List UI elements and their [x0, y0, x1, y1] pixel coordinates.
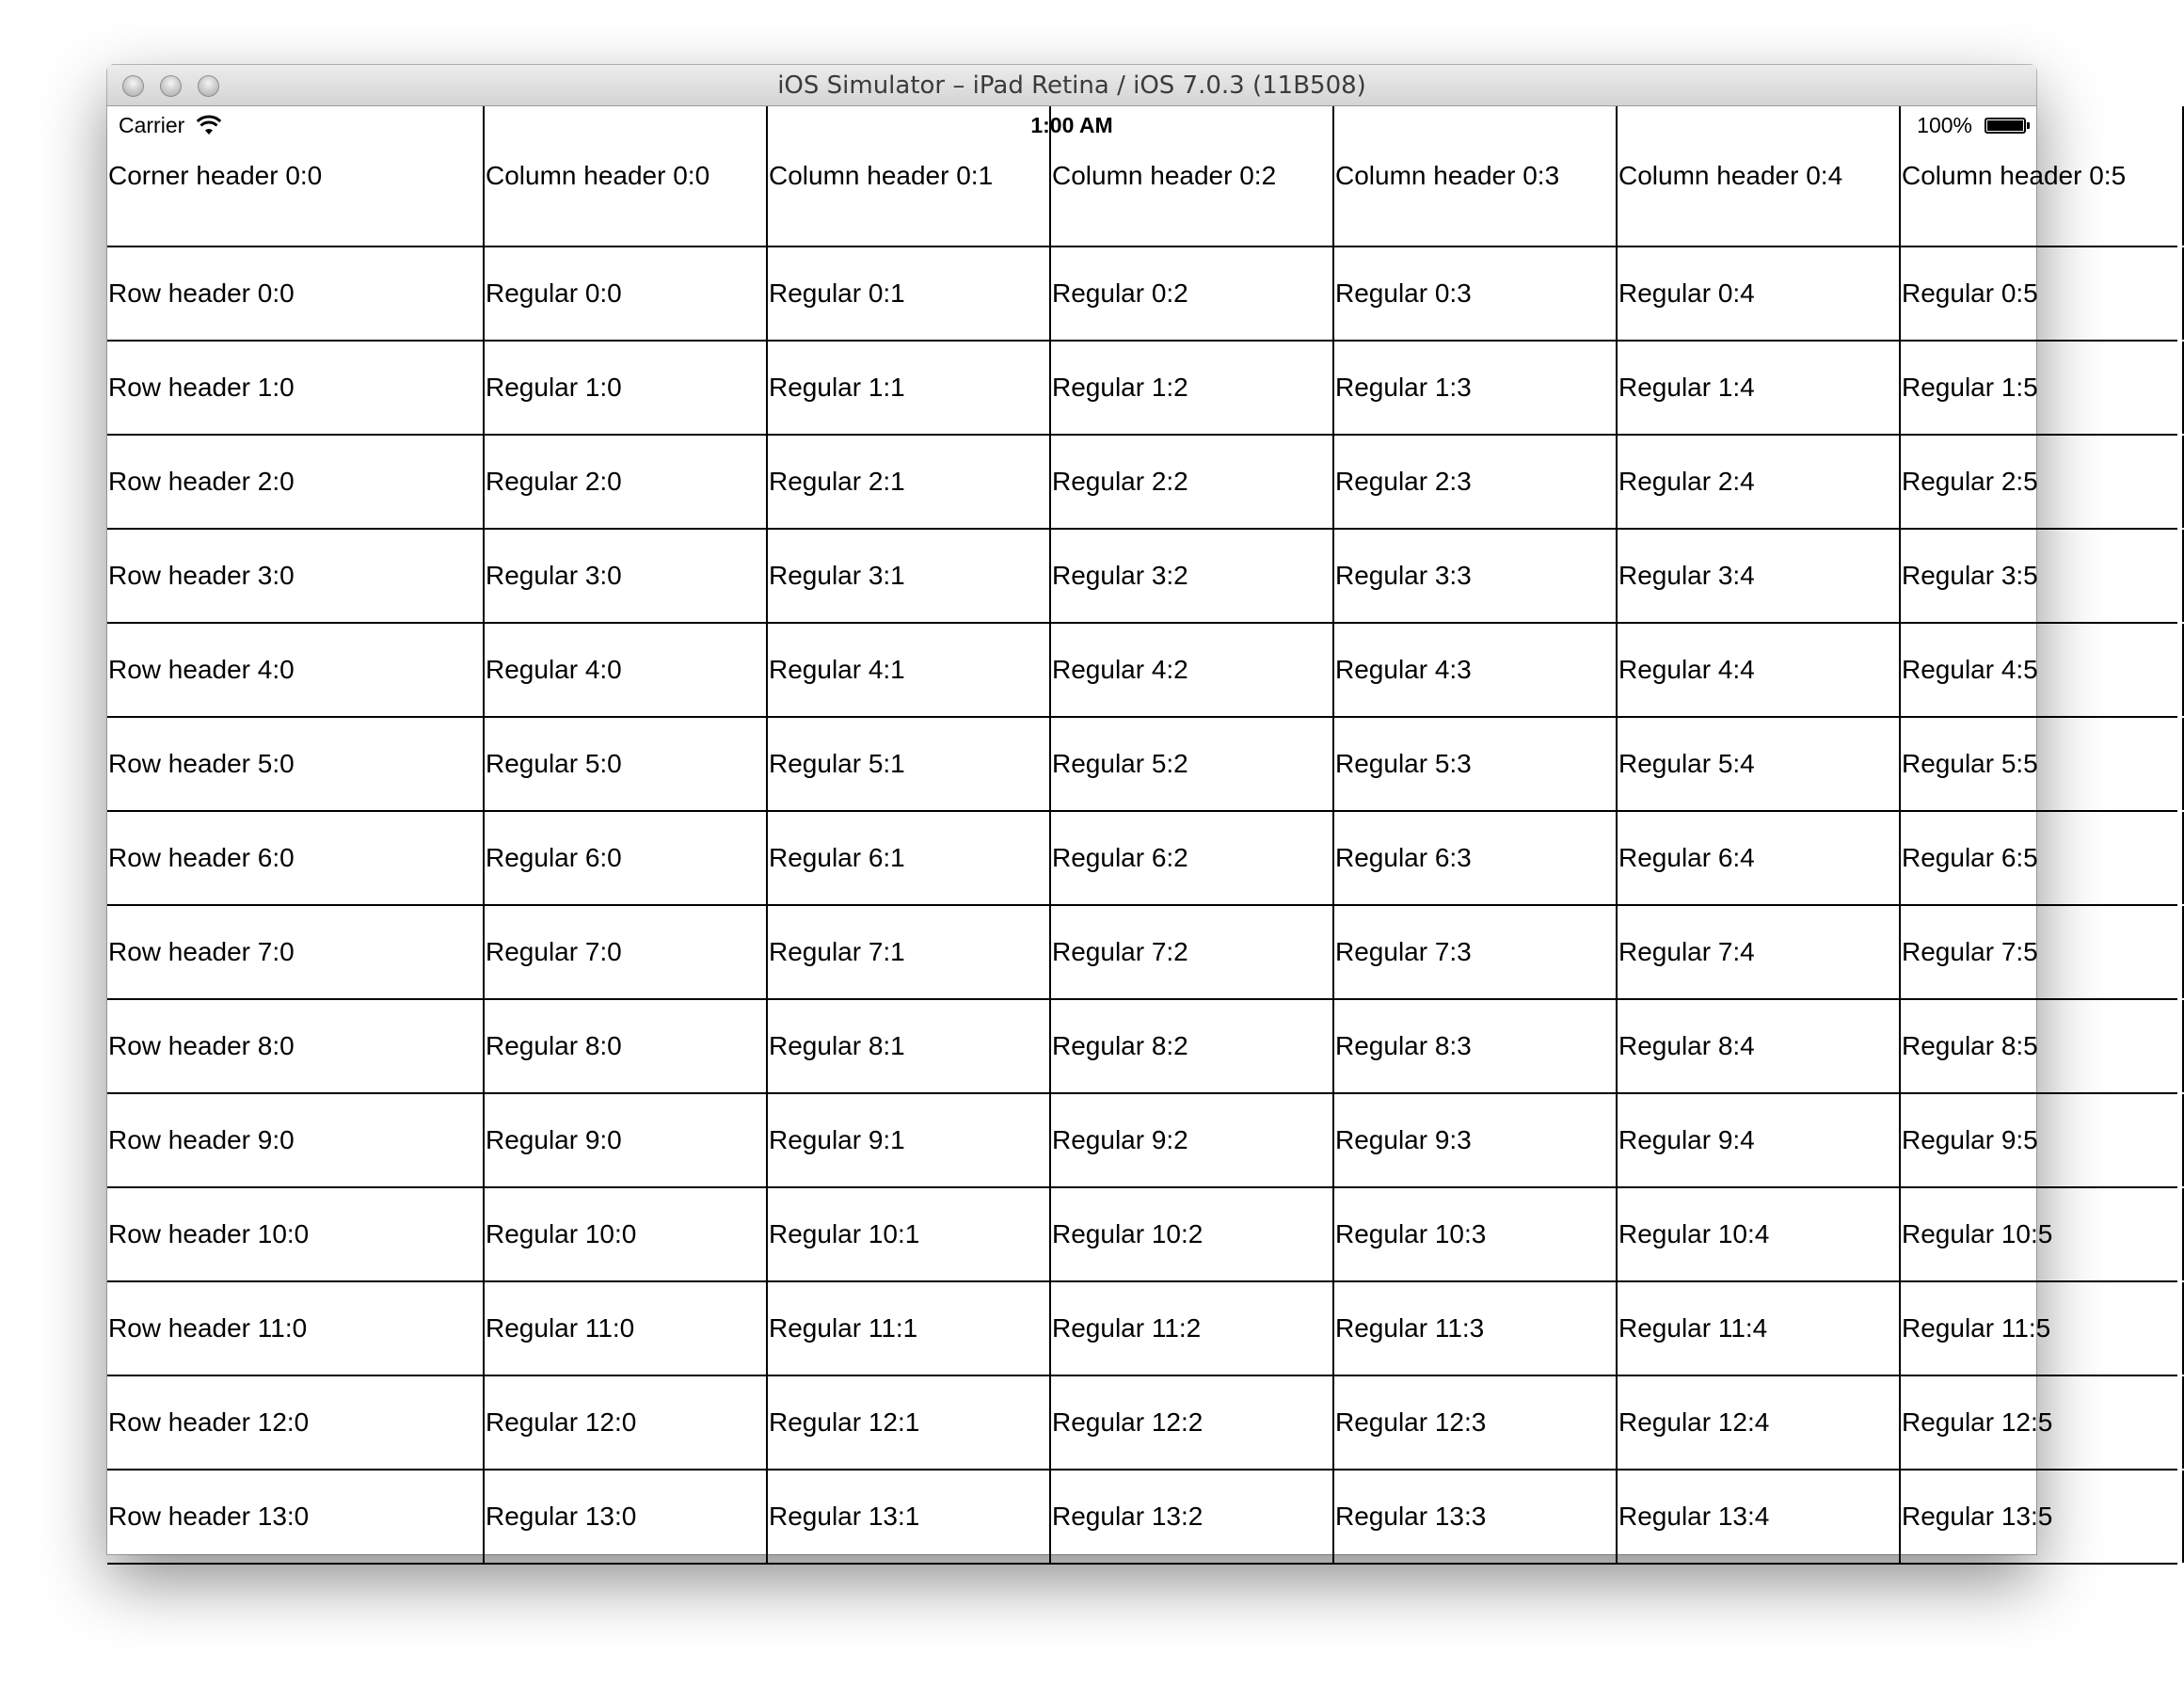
row-header-cell[interactable]: Row header 9:0	[107, 1094, 485, 1186]
grid-cell[interactable]: Regular 4:5	[1901, 624, 2184, 716]
grid-cell[interactable]: Regular 13:0	[485, 1470, 768, 1563]
grid-cell[interactable]: Regular 4:1	[768, 624, 1051, 716]
grid-cell[interactable]: Regular 11:1	[768, 1282, 1051, 1375]
grid-cell[interactable]: Regular 2:3	[1334, 436, 1618, 528]
grid-cell[interactable]: Regular 9:2	[1051, 1094, 1334, 1186]
row-header-cell[interactable]: Row header 1:0	[107, 342, 485, 434]
table-row	[107, 436, 2177, 530]
grid-cell[interactable]: Regular 11:5	[1901, 1282, 2184, 1375]
row-header-cell[interactable]: Row header 8:0	[107, 1000, 485, 1092]
grid-cell[interactable]: Regular 6:2	[1051, 812, 1334, 904]
row-header-cell[interactable]: Row header 3:0	[107, 530, 485, 622]
row-header-cell[interactable]: Row header 10:0	[107, 1188, 485, 1280]
row-header-cell[interactable]: Row header 7:0	[107, 906, 485, 998]
grid-cell[interactable]: Regular 4:4	[1618, 624, 1901, 716]
grid-cell[interactable]: Regular 8:3	[1334, 1000, 1618, 1092]
grid-cell[interactable]: Regular 9:1	[768, 1094, 1051, 1186]
grid-cell[interactable]: Regular 5:4	[1618, 718, 1901, 810]
grid-cell[interactable]: Regular 7:5	[1901, 906, 2184, 998]
grid-cell[interactable]: Regular 0:5	[1901, 247, 2184, 340]
table-row	[107, 247, 2177, 342]
grid-cell[interactable]: Regular 10:3	[1334, 1188, 1618, 1280]
grid-cell[interactable]: Regular 2:1	[768, 436, 1051, 528]
column-header-cell[interactable]: Column header 0:2	[1051, 106, 1334, 246]
grid-cell[interactable]: Regular 7:4	[1618, 906, 1901, 998]
grid-cell[interactable]: Regular 2:0	[485, 436, 768, 528]
carrier-label: Carrier	[119, 113, 185, 137]
grid-cell[interactable]: Regular 1:3	[1334, 342, 1618, 434]
grid-cell[interactable]: Regular 13:3	[1334, 1470, 1618, 1563]
table-row	[107, 624, 2177, 718]
grid-cell[interactable]: Regular 0:3	[1334, 247, 1618, 340]
grid-cell[interactable]: Regular 8:2	[1051, 1000, 1334, 1092]
battery-icon	[1985, 118, 2026, 134]
table-row	[107, 1094, 2177, 1188]
table-row	[107, 342, 2177, 436]
battery-percentage: 100%	[1917, 113, 1972, 137]
grid-cell[interactable]: Regular 4:0	[485, 624, 768, 716]
table-row	[107, 1376, 2177, 1470]
grid-cell[interactable]: Regular 1:2	[1051, 342, 1334, 434]
grid-cell[interactable]: Regular 1:0	[485, 342, 768, 434]
grid-cell[interactable]: Regular 10:5	[1901, 1188, 2184, 1280]
grid-cell[interactable]: Regular 11:2	[1051, 1282, 1334, 1375]
grid-cell[interactable]: Regular 8:0	[485, 1000, 768, 1092]
grid-cell[interactable]: Regular 5:2	[1051, 718, 1334, 810]
grid-cell[interactable]: Regular 0:1	[768, 247, 1051, 340]
table-row	[107, 1188, 2177, 1282]
status-time: 1:00 AM	[1030, 113, 1113, 137]
row-header-cell[interactable]: Row header 6:0	[107, 812, 485, 904]
row-header-cell[interactable]: Row header 2:0	[107, 436, 485, 528]
window-titlebar[interactable]	[107, 65, 2036, 106]
row-header-cell[interactable]: Row header 12:0	[107, 1376, 485, 1469]
grid-cell[interactable]: Regular 7:0	[485, 906, 768, 998]
grid-cell[interactable]: Regular 11:3	[1334, 1282, 1618, 1375]
table-row	[107, 530, 2177, 624]
grid-cell[interactable]: Regular 10:4	[1618, 1188, 1901, 1280]
grid-cell[interactable]: Regular 8:4	[1618, 1000, 1901, 1092]
grid-cell[interactable]: Regular 11:4	[1618, 1282, 1901, 1375]
grid-cell[interactable]: Regular 2:2	[1051, 436, 1334, 528]
grid-cell[interactable]: Regular 10:0	[485, 1188, 768, 1280]
grid-cell[interactable]: Regular 1:4	[1618, 342, 1901, 434]
row-header-cell[interactable]: Row header 11:0	[107, 1282, 485, 1375]
table-row	[107, 1470, 2177, 1565]
grid-cell[interactable]: Regular 2:4	[1618, 436, 1901, 528]
grid-cell[interactable]: Regular 8:5	[1901, 1000, 2184, 1092]
grid-cell[interactable]: Regular 9:5	[1901, 1094, 2184, 1186]
row-header-cell[interactable]: Row header 5:0	[107, 718, 485, 810]
table-row	[107, 1282, 2177, 1376]
grid-cell[interactable]: Regular 5:3	[1334, 718, 1618, 810]
grid-cell[interactable]: Regular 7:2	[1051, 906, 1334, 998]
grid-cell[interactable]: Regular 13:4	[1618, 1470, 1901, 1563]
row-header-cell[interactable]: Row header 0:0	[107, 247, 485, 340]
grid-cell[interactable]: Regular 0:0	[485, 247, 768, 340]
window-title: iOS Simulator – iPad Retina / iOS 7.0.3 (11B508)	[777, 72, 1366, 100]
column-header-cell[interactable]: Column header 0:4	[1618, 106, 1901, 246]
grid-cell[interactable]: Regular 6:1	[768, 812, 1051, 904]
grid-cell[interactable]: Regular 2:5	[1901, 436, 2184, 528]
grid-cell[interactable]: Regular 12:5	[1901, 1376, 2184, 1469]
grid-cell[interactable]: Regular 12:4	[1618, 1376, 1901, 1469]
grid-cell[interactable]: Regular 12:3	[1334, 1376, 1618, 1469]
grid-cell[interactable]: Regular 10:2	[1051, 1188, 1334, 1280]
grid-cell[interactable]: Regular 0:4	[1618, 247, 1901, 340]
row-header-cell[interactable]: Row header 13:0	[107, 1470, 485, 1563]
grid-cell[interactable]: Regular 6:5	[1901, 812, 2184, 904]
grid-cell[interactable]: Regular 9:3	[1334, 1094, 1618, 1186]
grid-cell[interactable]: Regular 3:3	[1334, 530, 1618, 622]
grid-cell[interactable]: Regular 6:3	[1334, 812, 1618, 904]
grid-cell[interactable]: Regular 13:1	[768, 1470, 1051, 1563]
grid-cell[interactable]: Regular 4:3	[1334, 624, 1618, 716]
column-header-cell[interactable]: Column header 0:0	[485, 106, 768, 246]
grid-cell[interactable]: Regular 9:0	[485, 1094, 768, 1186]
grid-cell[interactable]: Regular 1:1	[768, 342, 1051, 434]
grid-cell[interactable]: Regular 8:1	[768, 1000, 1051, 1092]
column-header-cell[interactable]: Column header 0:1	[768, 106, 1051, 246]
grid-cell[interactable]: Regular 4:2	[1051, 624, 1334, 716]
grid-cell[interactable]: Regular 3:0	[485, 530, 768, 622]
grid-cell[interactable]: Regular 5:0	[485, 718, 768, 810]
column-header-cell[interactable]: Column header 0:5	[1901, 106, 2184, 246]
grid-cell[interactable]: Regular 7:1	[768, 906, 1051, 998]
table-row	[107, 812, 2177, 906]
grid-cell[interactable]: Regular 3:1	[768, 530, 1051, 622]
grid-cell[interactable]: Regular 13:5	[1901, 1470, 2184, 1563]
row-header-cell[interactable]: Row header 4:0	[107, 624, 485, 716]
column-header-cell[interactable]: Column header 0:3	[1334, 106, 1618, 246]
device-screen	[107, 106, 2127, 1554]
grid-cell[interactable]: Regular 3:4	[1618, 530, 1901, 622]
grid-cell[interactable]: Regular 6:4	[1618, 812, 1901, 904]
grid-cell[interactable]: Regular 9:4	[1618, 1094, 1901, 1186]
grid-cell[interactable]: Regular 10:1	[768, 1188, 1051, 1280]
simulator-window	[107, 65, 2127, 1554]
grid-cell[interactable]: Regular 11:0	[485, 1282, 768, 1375]
grid-cell[interactable]: Regular 12:0	[485, 1376, 768, 1469]
grid-cell[interactable]: Regular 5:5	[1901, 718, 2184, 810]
grid-cell[interactable]: Regular 7:3	[1334, 906, 1618, 998]
table-row	[107, 1000, 2177, 1094]
table-row	[107, 906, 2177, 1000]
grid-cell[interactable]: Regular 0:2	[1051, 247, 1334, 340]
grid-cell[interactable]: Regular 13:2	[1051, 1470, 1334, 1563]
grid-cell[interactable]: Regular 6:0	[485, 812, 768, 904]
grid-cell[interactable]: Regular 1:5	[1901, 342, 2184, 434]
spreadsheet-grid[interactable]	[107, 106, 2127, 1554]
grid-cell[interactable]: Regular 12:2	[1051, 1376, 1334, 1469]
grid-cell[interactable]: Regular 12:1	[768, 1376, 1051, 1469]
grid-cell[interactable]: Regular 5:1	[768, 718, 1051, 810]
corner-header-cell[interactable]: Corner header 0:0	[107, 106, 485, 246]
grid-cell[interactable]: Regular 3:5	[1901, 530, 2184, 622]
grid-cell[interactable]: Regular 3:2	[1051, 530, 1334, 622]
table-row	[107, 718, 2177, 812]
